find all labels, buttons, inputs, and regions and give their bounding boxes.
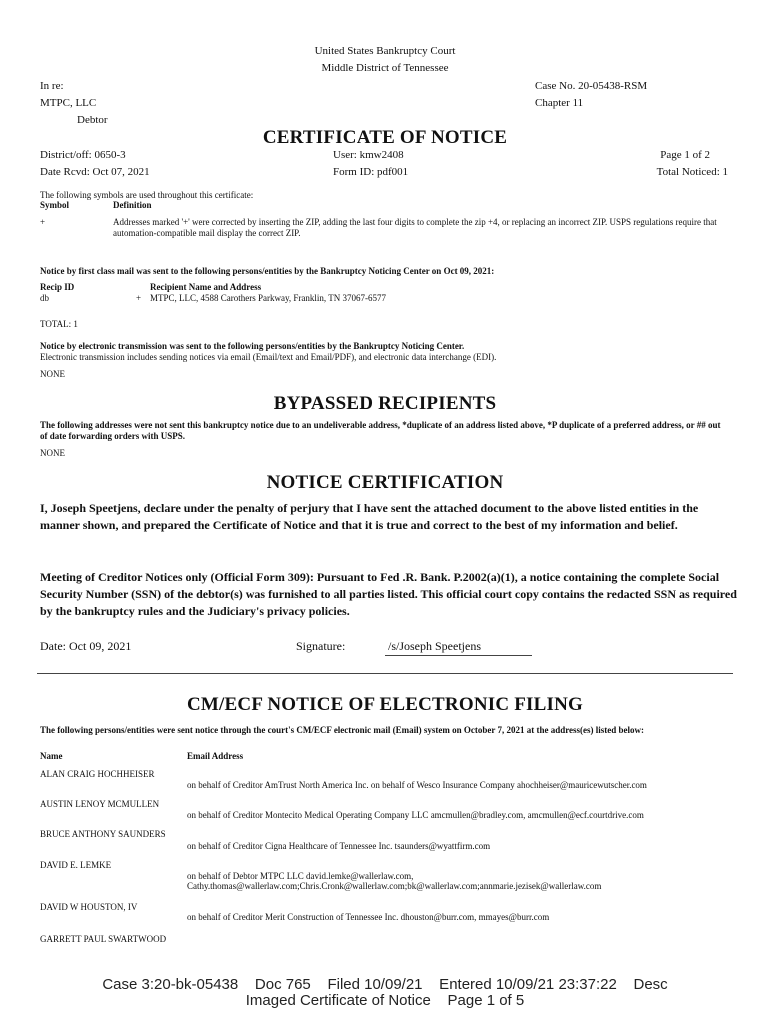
case-number: Case No. 20-05438-RSM — [535, 80, 648, 92]
recipient-name: DAVID E. LEMKE — [40, 860, 112, 870]
debtor-label: Debtor — [77, 114, 108, 126]
form-id: Form ID: pdf001 — [333, 166, 409, 178]
meeting-creditor-notice: Meeting of Creditor Notices only (Official Form 309): Pursuant to Fed .R. Bank. P.2002(a)(1), a notice containing the complete Social Security Number (SSN) of the debtor(s) was furnished to all parties listed. This official court copy contains the redacted SSN as required by the bankruptcy rules and the Judiciary's privacy policies. — [40, 570, 737, 618]
symbol-definition: Addresses marked '+' were corrected by inserting the ZIP, adding the last four digits to complete the zip +4, or replacing an incorrect ZIP. USPS regulations require that automation-compatible mail display the correct ZIP. — [113, 217, 717, 238]
court-name: United States Bankruptcy Court — [314, 45, 456, 57]
bypassed-title: BYPASSED RECIPIENTS — [273, 393, 497, 414]
recip-address: MTPC, LLC, 4588 Carothers Parkway, Franklin, TN 37067-6577 — [150, 293, 386, 303]
user-id: User: kmw2408 — [333, 149, 404, 161]
recip-id-header: Recip ID — [40, 282, 75, 292]
recipient-email-cont: Cathy.thomas@wallerlaw.com;Chris.Cronk@wallerlaw.com;bk@wallerlaw.com;annmarie.jezisek@wallerlaw.com — [187, 881, 602, 891]
court-district: Middle District of Tennessee — [321, 62, 449, 74]
symbol-column-header: Symbol — [40, 200, 70, 210]
recipient-email: on behalf of Creditor Cigna Healthcare of Tennessee Inc. tsaunders@wyattfirm.com — [187, 841, 491, 851]
in-re-label: In re: — [40, 80, 64, 92]
symbol-plus: + — [40, 217, 46, 227]
bypassed-text: The following addresses were not sent this bankruptcy notice due to an undeliverable address, *duplicate of an address listed above, *P duplicate of a preferred address, or ## out of date forwarding orders with USPS. — [40, 420, 721, 441]
signature-value: /s/Joseph Speetjens — [388, 639, 481, 653]
district-office: District/off: 0650-3 — [40, 149, 126, 161]
definition-column-header: Definition — [113, 200, 152, 210]
cmecf-intro: The following persons/entities were sent notice through the court's CM/ECF electronic mail (Email) system on October 7, 2021 at the address(es) listed below: — [40, 725, 645, 735]
footer-page-line: Imaged Certificate of Notice Page 1 of 5 — [245, 992, 525, 1009]
recip-name-header: Recipient Name and Address — [150, 282, 262, 292]
date-received: Date Rcvd: Oct 07, 2021 — [40, 166, 150, 178]
certification-date: Date: Oct 09, 2021 — [40, 639, 132, 653]
chapter: Chapter 11 — [535, 97, 584, 109]
cmecf-title: CM/ECF NOTICE OF ELECTRONIC FILING — [187, 694, 583, 715]
certification-declaration: I, Joseph Speetjens, declare under the penalty of perjury that I have sent the attached document to the above listed entities in the manner shown, and prepared the Certificate of Notice and that it is true and correct to the best of my information and belief. — [40, 501, 699, 532]
section-divider — [37, 673, 733, 674]
recipient-email: on behalf of Creditor Merit Construction of Tennessee Inc. dhouston@burr.com, mmayes@burr.com — [187, 912, 550, 922]
first-class-total: TOTAL: 1 — [40, 319, 78, 329]
recipient-name: ALAN CRAIG HOCHHEISER — [40, 769, 155, 779]
electronic-sub: Electronic transmission includes sending notices via email (Email/text and Email/PDF), and electronic data interchange (EDI). — [40, 352, 497, 362]
recipient-name: AUSTIN LENOY MCMULLEN — [40, 799, 160, 809]
certificate-title: CERTIFICATE OF NOTICE — [262, 127, 508, 148]
recip-marker: + — [136, 293, 142, 303]
symbols-intro: The following symbols are used throughout this certificate: — [40, 190, 254, 200]
email-column-header: Email Address — [187, 751, 244, 761]
recipient-email: on behalf of Debtor MTPC LLC david.lemke@wallerlaw.com, — [187, 871, 414, 881]
signature-line — [385, 655, 532, 656]
recipient-name: DAVID W HOUSTON, IV — [40, 902, 138, 912]
recipient-name: GARRETT PAUL SWARTWOOD — [40, 934, 167, 944]
first-class-intro: Notice by first class mail was sent to the following persons/entities by the Bankruptcy Noticing Center on Oct 09, 2021: — [40, 266, 495, 276]
bypassed-none: NONE — [40, 448, 65, 458]
recipient-name: BRUCE ANTHONY SAUNDERS — [40, 829, 166, 839]
recipient-email: on behalf of Creditor AmTrust North America Inc. on behalf of Wesco Insurance Company ahochheiser@mauricewutscher.com — [187, 780, 647, 790]
name-column-header: Name — [40, 751, 63, 761]
recipient-email: on behalf of Creditor Montecito Medical Operating Company LLC amcmullen@bradley.com, amcmullen@ecf.courtdrive.com — [187, 810, 644, 820]
recip-id: db — [40, 293, 49, 303]
certification-title: NOTICE CERTIFICATION — [266, 472, 504, 493]
debtor-name: MTPC, LLC — [40, 97, 97, 109]
total-noticed: Total Noticed: 1 — [656, 166, 728, 178]
electronic-intro: Notice by electronic transmission was sent to the following persons/entities by the Bankruptcy Noticing Center. — [40, 341, 465, 351]
signature-label: Signature: — [296, 639, 346, 653]
electronic-none: NONE — [40, 369, 65, 379]
footer-case-line: Case 3:20-bk-05438 Doc 765 Filed 10/09/21 Entered 10/09/21 23:37:22 Desc — [102, 976, 668, 993]
page-count: Page 1 of 2 — [660, 149, 710, 161]
